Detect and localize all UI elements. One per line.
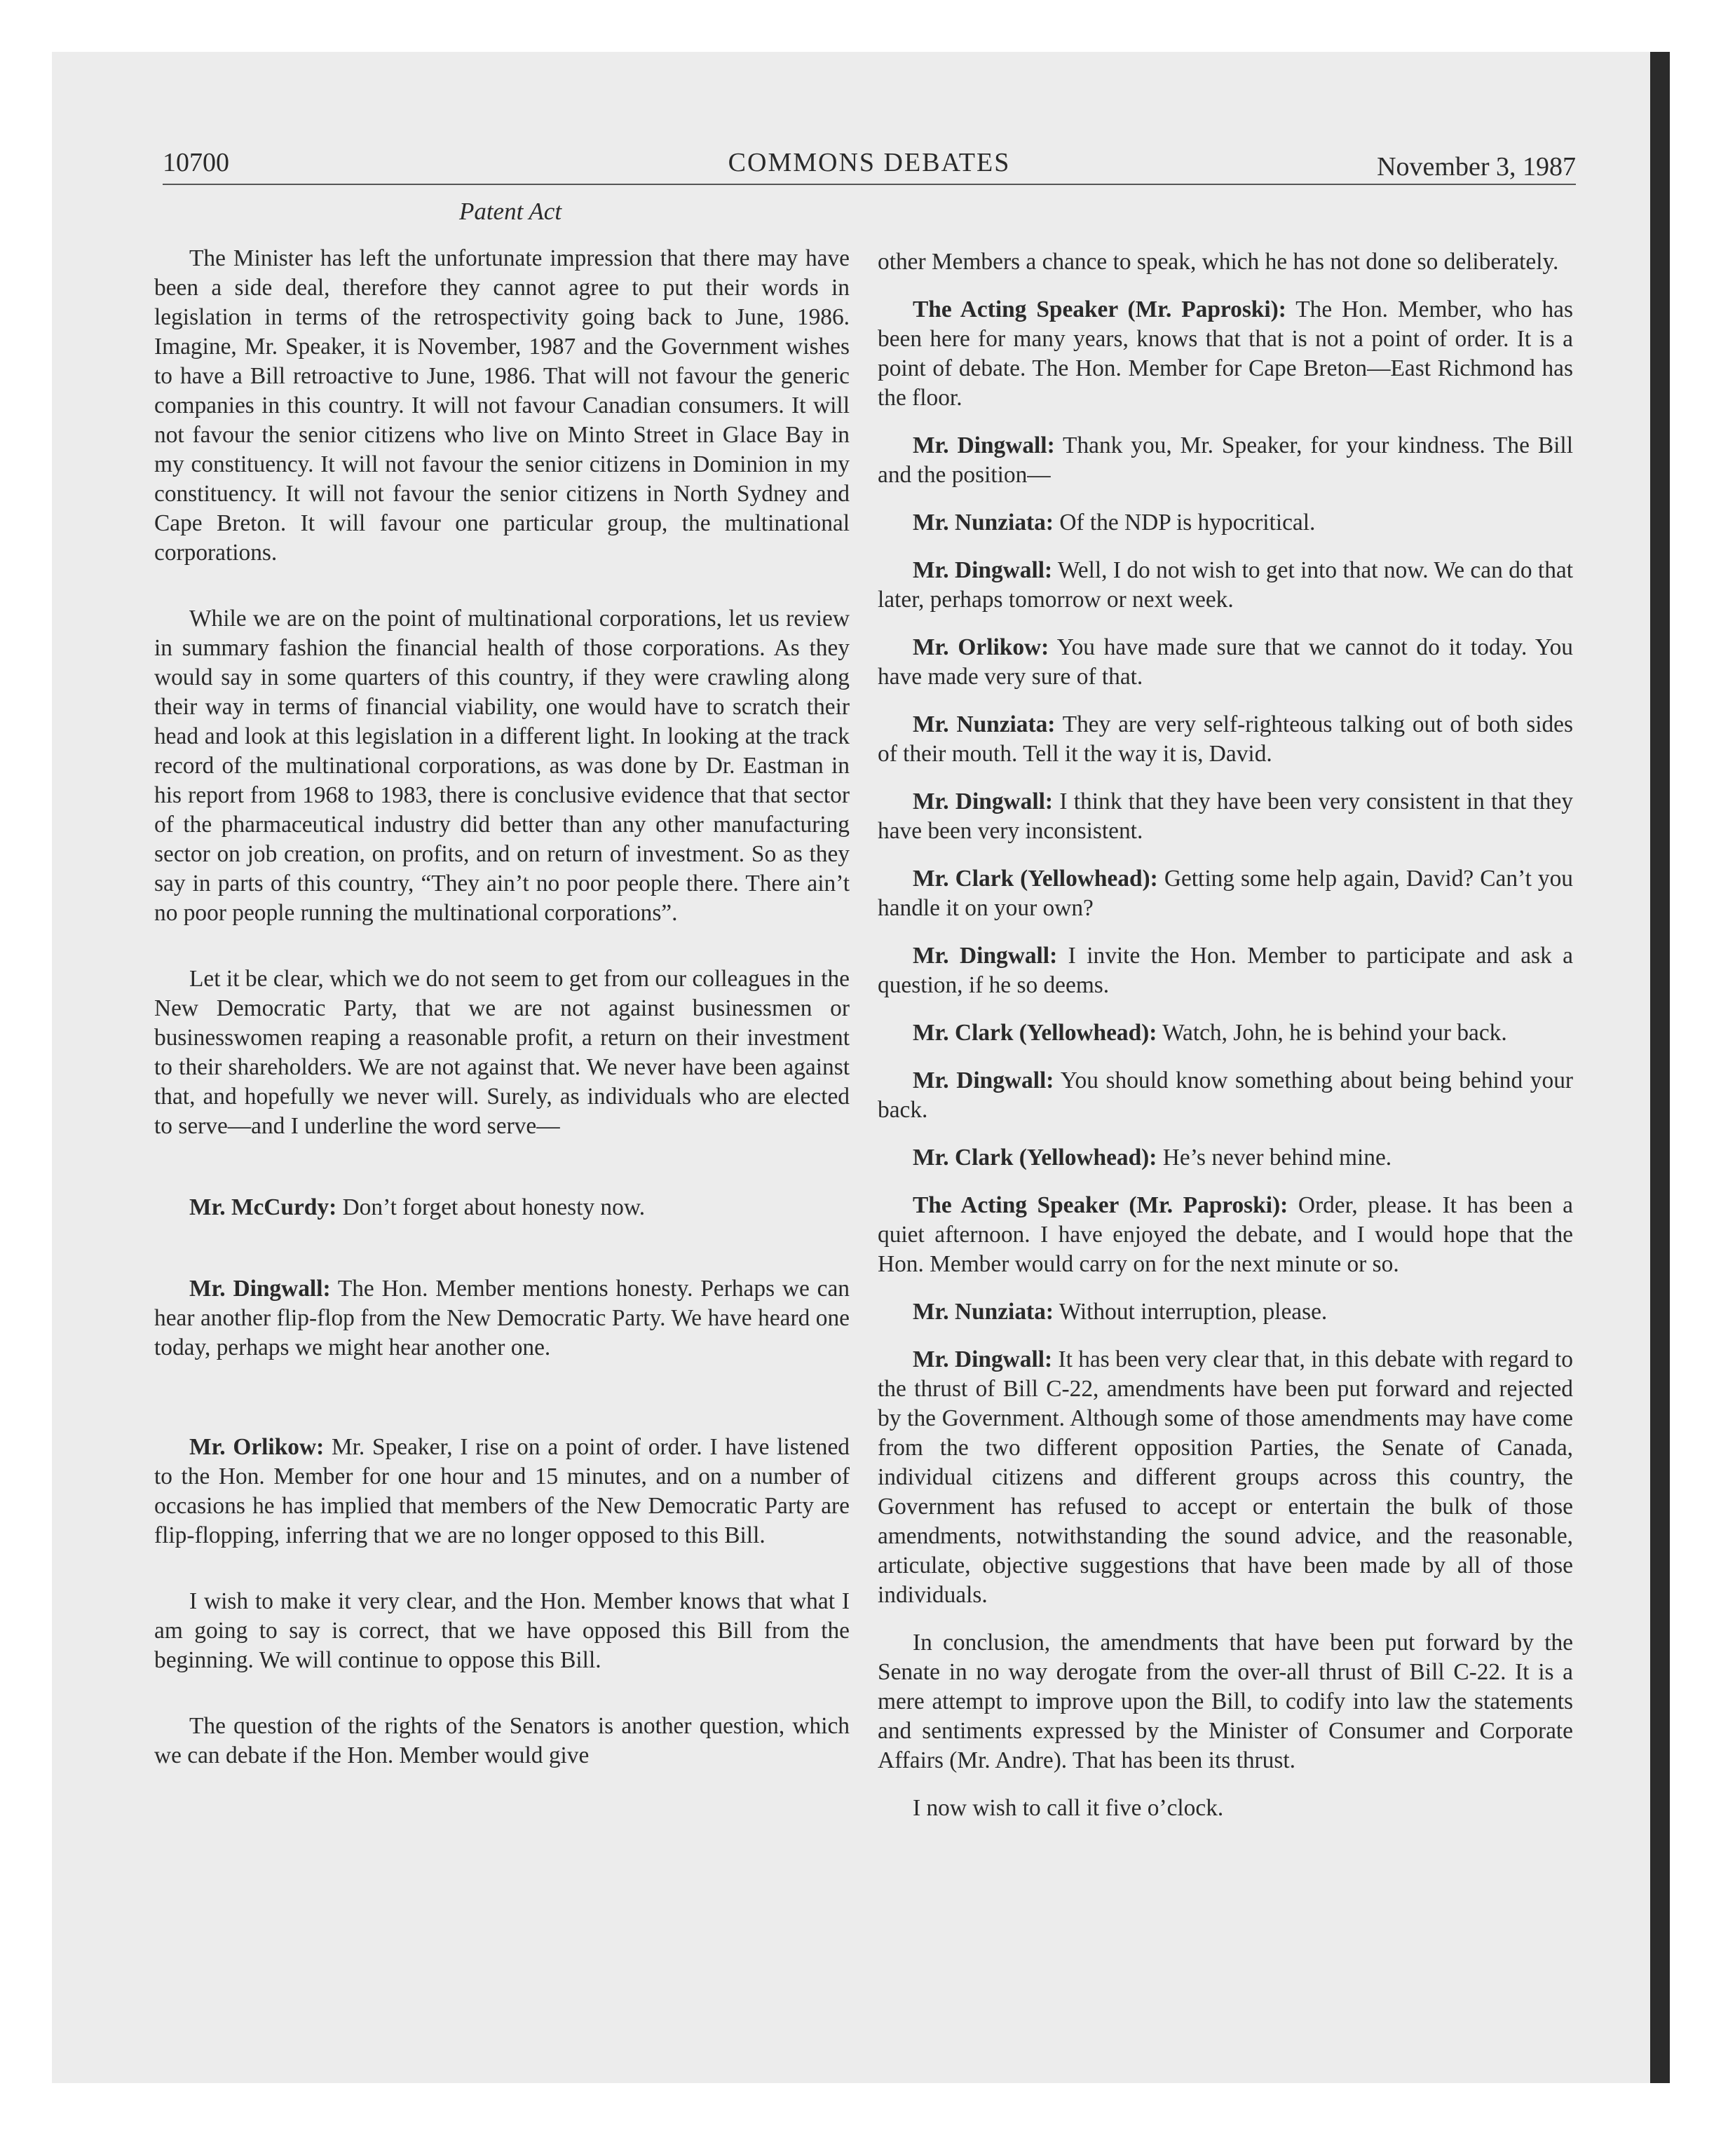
speaker-name: Mr. Dingwall: — [913, 1067, 1054, 1093]
speaker-name: Mr. Dingwall: — [913, 943, 1058, 969]
speaker-name: Mr. Orlikow: — [189, 1434, 325, 1460]
paragraph — [878, 1191, 1573, 1279]
header-rule — [163, 184, 1576, 185]
speaker-name: Mr. Clark (Yellowhead): — [913, 1145, 1157, 1171]
paragraph-text: The Hon. Member, who has been here for many years, knows that that is not a point of order. It is a point of debate. The Hon. Member for Cape Breton—East Richmond has the floor. — [878, 296, 1573, 411]
paragraph — [878, 941, 1573, 1000]
speaker-name: The Acting Speaker (Mr. Paproski): — [913, 1192, 1288, 1218]
speaker-name: Mr. McCurdy: — [189, 1194, 337, 1220]
paragraph-text: Let it be clear, which we do not seem to get from our colleagues in the New Democratic Party, that we are not against businessmen or businesswomen reaping a reasonable profit, a return on their investment to their shareholders. We are not against that. We never have been against that, and hopefully we never will. Surely, as individuals who are elected to serve—and I underline the word serve— — [154, 966, 850, 1139]
paragraph-text: I invite the Hon. Member to participate and ask a question, if he so deems. — [878, 943, 1573, 998]
scan-edge-shadow — [1650, 52, 1670, 2083]
speaker-name: Mr. Nunziata: — [913, 1299, 1054, 1325]
paragraph-text: other Members a chance to speak, which he has not done so deliberately. — [878, 249, 1559, 275]
paragraph-text: Well, I do not wish to get into that now. We can do that later, perhaps tomorrow or next week. — [878, 557, 1573, 613]
right-column — [878, 247, 1573, 1841]
paragraph — [878, 247, 1573, 277]
page-number: 10700 — [163, 148, 229, 177]
speaker-name: Mr. Orlikow: — [913, 634, 1049, 660]
paragraph-text: Of the NDP is hypocritical. — [1059, 510, 1316, 535]
speaker-name: Mr. Clark (Yellowhead): — [913, 1020, 1157, 1046]
speaker-name: The Acting Speaker (Mr. Paproski): — [913, 296, 1286, 322]
paragraph-text: You should know something about being behind your back. — [878, 1067, 1574, 1123]
paragraph — [154, 244, 850, 568]
paragraph — [878, 508, 1573, 538]
paragraph — [878, 787, 1573, 846]
paragraph-text: Thank you, Mr. Speaker, for your kindness. The Bill and the position— — [878, 432, 1573, 488]
paragraph — [878, 431, 1573, 490]
paragraph — [154, 1712, 850, 1770]
paragraph — [154, 1274, 850, 1363]
paragraph-text: While we are on the point of multinational corporations, let us review in summary fashion the financial health of those corporations. As they would say in some quarters of this country, if they were crawling along their way in terms of financial viability, one would have to scratch their head and look at this legislation in a different light. In looking at the track record of the multinational corporations, as was done by Dr. Eastman in his report from 1968 to 1983, there is conclusive evidence that that sector of the pharmaceutical industry did better than any other manufacturing sector on job creation, on profits, and on return of investment. So as they say in parts of this country, “They ain’t no poor people there. There ain’t no poor people running the multinational corporations”. — [154, 606, 850, 926]
paragraph-text: Order, please. It has been a quiet afternoon. I have enjoyed the debate, and I would hope that the Hon. Member would carry on for the next minute or so. — [878, 1192, 1574, 1277]
paragraph — [878, 1066, 1573, 1125]
paragraph-text: Without interruption, please. — [1059, 1299, 1328, 1325]
paragraph-text: I now wish to call it five o’clock. — [913, 1795, 1224, 1821]
paragraph — [878, 295, 1573, 413]
paragraph — [878, 1143, 1573, 1173]
paragraph — [154, 604, 850, 928]
paragraph-text: Getting some help again, David? Can’t you handle it on your own? — [878, 866, 1573, 921]
paragraph-text: The Minister has left the unfortunate impression that there may have been a side deal, therefore they cannot agree to put their words in legislation in terms of the retrospectivity going back to June, 1986. Imagine, Mr. Speaker, it is November, 1987 and the Government wishes to have a Bill retroactive to June, 1986. That will not favour the generic companies in this country. It will not favour Canadian consumers. It will not favour the senior citizens who live on Minto Street in Glace Bay in my constituency. It will not favour the senior citizens in Dominion in my constituency. It will not favour the senior citizens in North Sydney and Cape Breton. It will favour one particular group, the multinational corporations. — [154, 245, 850, 566]
paragraph — [878, 633, 1573, 692]
paragraph-text: I wish to make it very clear, and the Hon. Member knows that what I am going to say is correct, that we have opposed this Bill from the beginning. We will continue to oppose this Bill. — [154, 1588, 850, 1673]
paragraph-text: He’s never behind mine. — [1162, 1145, 1392, 1171]
speaker-name: Mr. Nunziata: — [913, 711, 1056, 737]
speaker-name: Mr. Nunziata: — [913, 510, 1054, 535]
paragraph-text: It has been very clear that, in this debate with regard to the thrust of Bill C-22, amendments have been put forward and rejected by the Government. Although some of those amendments may have come from the two different opposition Parties, the Senate of Canada, individual citizens and different groups across this country, the Government has refused to accept or entertain the bulk of those amendments, notwithstanding the sound advice, and the reasonable, articulate, objective suggestions that have been made by all of those individuals. — [878, 1346, 1573, 1608]
paragraph-text: The Hon. Member mentions honesty. Perhaps we can hear another flip-flop from the New Democratic Party. We have heard one today, perhaps we might hear another one. — [154, 1276, 850, 1360]
speaker-name: Mr. Clark (Yellowhead): — [913, 866, 1158, 892]
paragraph-text: In conclusion, the amendments that have been put forward by the Senate in no way derogate from the over-all thrust of Bill C-22. It is a mere attempt to improve upon the Bill, to codify into law the statements and sentiments expressed by the Minister of Consumer and Corporate Affairs (Mr. Andre). That has been its thrust. — [878, 1630, 1573, 1773]
paragraph — [154, 1433, 850, 1550]
paragraph-text: The question of the rights of the Senators is another question, which we can debate if the Hon. Member would give — [154, 1713, 850, 1768]
paragraph-text: They are very self-righteous talking out of both sides of their mouth. Tell it the way it is, David. — [878, 711, 1573, 767]
paragraph — [878, 710, 1573, 769]
speaker-name: Mr. Dingwall: — [913, 789, 1054, 814]
paragraph — [154, 964, 850, 1141]
paragraph-text: You have made sure that we cannot do it today. You have made very sure of that. — [878, 634, 1574, 690]
publication-date: November 3, 1987 — [1377, 152, 1576, 182]
speaker-name: Mr. Dingwall: — [913, 1346, 1053, 1372]
left-column — [154, 244, 850, 1789]
paragraph — [154, 1193, 850, 1222]
paragraph — [154, 1587, 850, 1675]
paragraph-text: Watch, John, he is behind your back. — [1162, 1020, 1507, 1046]
paragraph-text: I think that they have been very consistent in that they have been very inconsistent. — [878, 789, 1573, 844]
running-header — [163, 146, 1576, 188]
speaker-name: Mr. Dingwall: — [913, 557, 1053, 583]
paragraph-text: Mr. Speaker, I rise on a point of order. I have listened to the Hon. Member for one hour and 15 minutes, and on a number of occasions he has implied that members of the New Democratic Party are flip-flopping, inferring that we are no longer opposed to this Bill. — [154, 1434, 850, 1548]
paragraph — [878, 1018, 1573, 1048]
paragraph — [878, 1297, 1573, 1327]
journal-title: COMMONS DEBATES — [728, 148, 1011, 177]
paragraph — [878, 864, 1573, 923]
speaker-name: Mr. Dingwall: — [189, 1276, 331, 1302]
paragraph — [878, 1628, 1573, 1775]
paragraph — [878, 1345, 1573, 1610]
subject-heading: Patent Act — [458, 198, 562, 225]
speaker-name: Mr. Dingwall: — [913, 432, 1055, 458]
paragraph-text: Don’t forget about honesty now. — [342, 1194, 646, 1220]
paragraph — [878, 1794, 1573, 1823]
paragraph — [878, 556, 1573, 615]
